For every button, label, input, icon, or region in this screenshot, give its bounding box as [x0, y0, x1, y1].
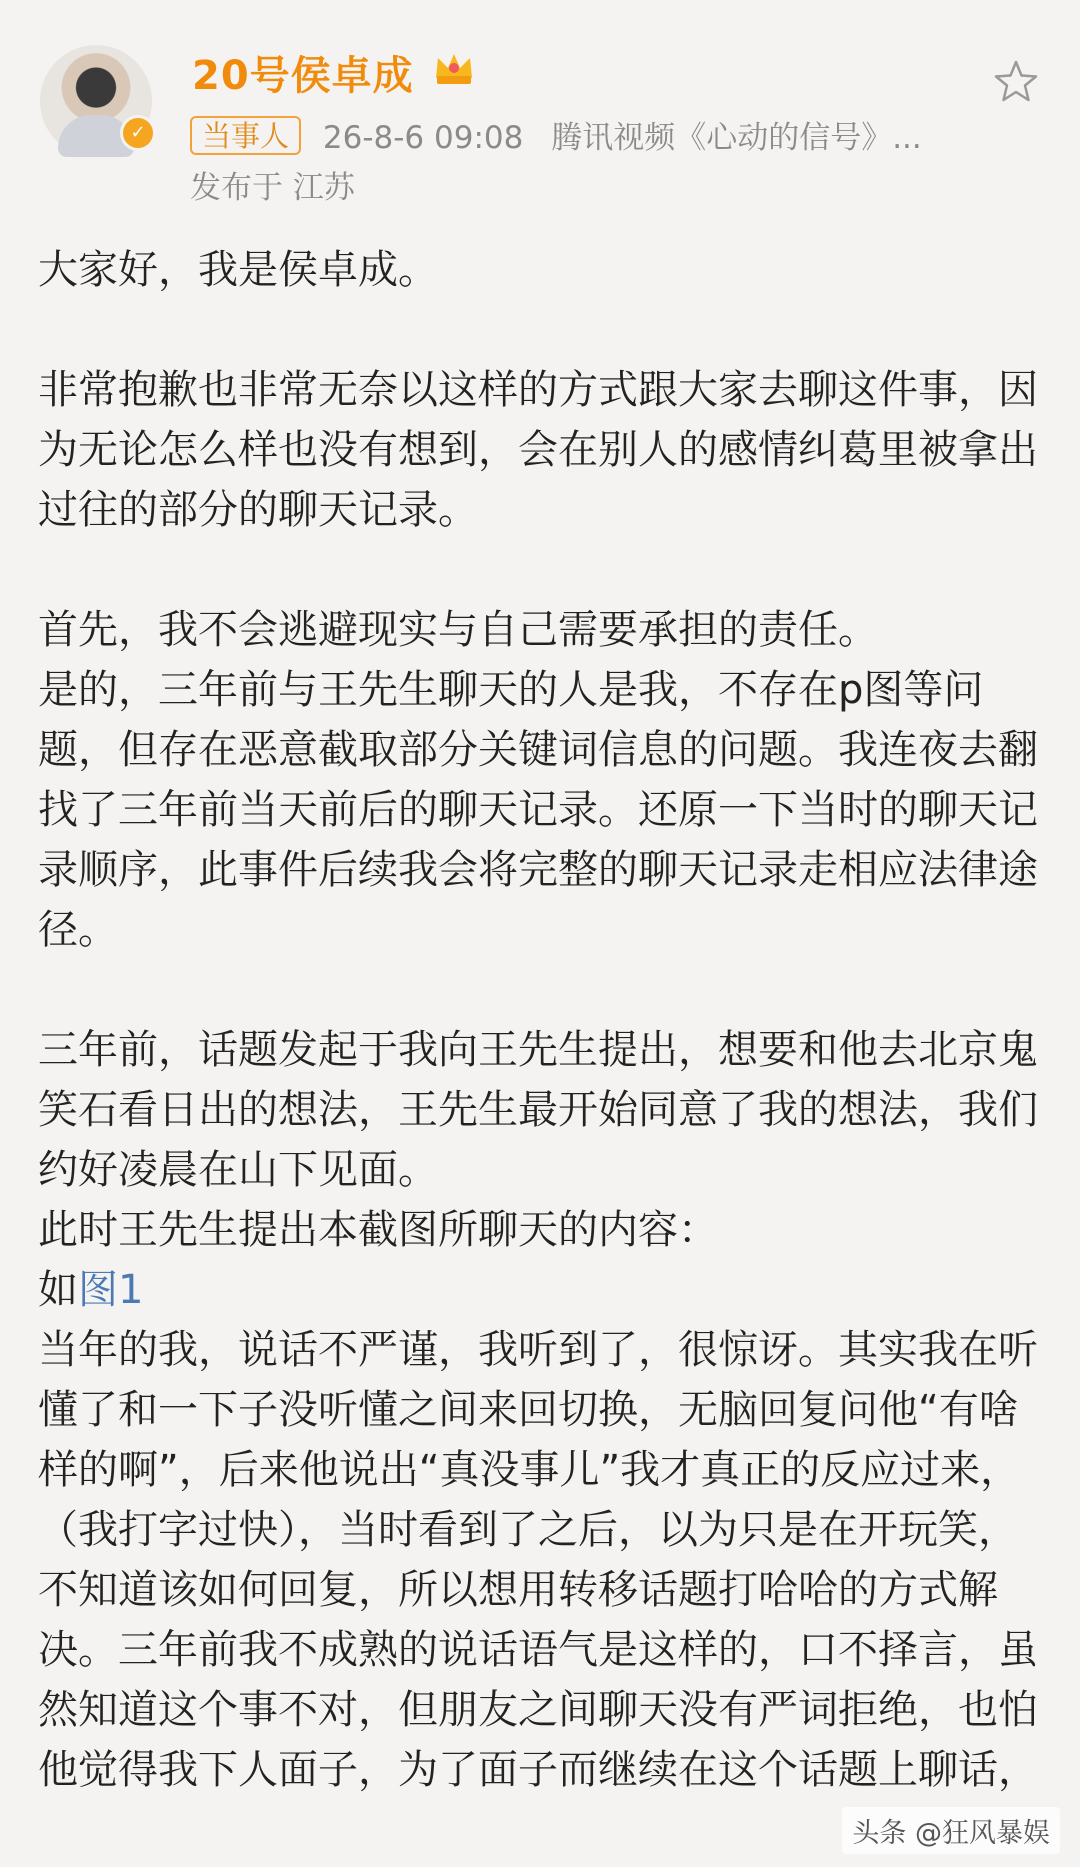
post-source[interactable]: 腾讯视频《心动的信号》...: [551, 120, 922, 156]
post-timestamp: 26-8-6 09:08: [322, 120, 524, 156]
author-name[interactable]: 20号侯卓成: [192, 53, 414, 99]
figure-reference: [38, 1260, 1043, 1320]
post-meta: [190, 112, 922, 157]
figure-prefix: 如: [38, 1267, 78, 1313]
post-location: 发布于 江苏: [190, 170, 355, 206]
figure-link[interactable]: 图1: [78, 1267, 144, 1313]
paragraph-greeting: 大家好，我是侯卓成。: [38, 247, 438, 293]
post-content: [38, 240, 1043, 1800]
post-header: [0, 0, 1080, 225]
verified-icon: ✓: [120, 115, 156, 151]
status-badge: 当事人: [190, 116, 301, 155]
paragraph-reflection: 当年的我，说话不严谨，我听到了，很惊讶。其实我在听懂了和一下子没听懂之间来回切换，无脑回复问他“有啥样的啊”，后来他说出“真没事儿”我才真正的反应过来，（我打字过快），当时看到了之后，以为只是在开玩笑，不知道该如何回复，所以想用转移话题打哈哈的方式解决。三年前我不成熟的说话语气是这样的，口不择言，虽然知道这个事不对，但朋友之间聊天没有严词拒绝，也怕他觉得我下人面子，为了面子而继续在这个话题上聊话，: [38, 1327, 1038, 1793]
paragraph-screenshot-intro: 此时王先生提出本截图所聊天的内容：: [38, 1207, 718, 1253]
paragraph-background: 三年前，话题发起于我向王先生提出，想要和他去北京鬼笑石看日出的想法，王先生最开始同意了我的想法，我们约好凌晨在山下见面。: [38, 1027, 1038, 1193]
paragraph-explanation: 是的，三年前与王先生聊天的人是我，不存在p图等问题，但存在恶意截取部分关键词信息的问题。我连夜去翻找了三年前当天前后的聊天记录。还原一下当时的聊天记录顺序，此事件后续我会将完整的聊天记录走相应法律途径。: [38, 667, 1038, 953]
paragraph-responsibility: 首先，我不会逃避现实与自己需要承担的责任。: [38, 607, 878, 653]
avatar[interactable]: [40, 45, 152, 157]
watermark: 头条 @狂风暴娱: [842, 1807, 1060, 1854]
paragraph-apology: 非常抱歉也非常无奈以这样的方式跟大家去聊这件事，因为无论怎么样也没有想到，会在别人的感情纠葛里被拿出过往的部分的聊天记录。: [38, 367, 1038, 533]
star-icon[interactable]: [992, 58, 1040, 106]
crown-icon: [432, 48, 476, 88]
